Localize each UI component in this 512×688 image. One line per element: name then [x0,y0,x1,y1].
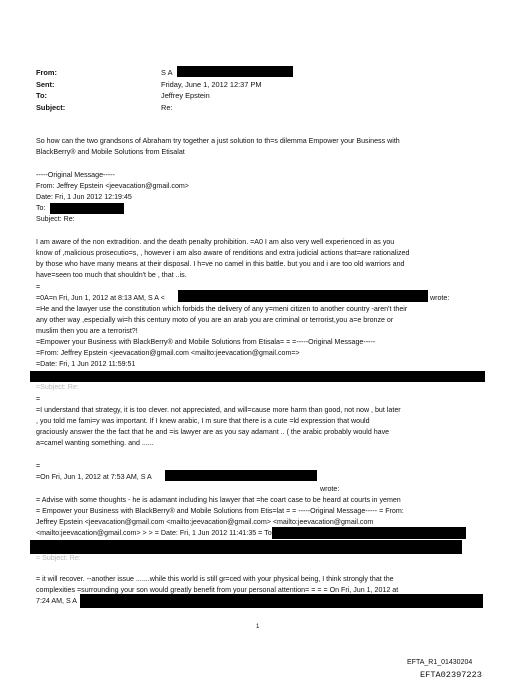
body-line: =0A=n Fri, Jun 1, 2012 at 8:13 AM, S A < [36,294,165,302]
body-line: any other way ,especially wi=h this century moto of you are an arab you are criminal or terrorist,you a=e bronze or [36,316,394,324]
subject-value: Re: [161,103,173,112]
sent-value: Friday, June 1, 2012 12:37 PM [161,80,262,89]
redaction-block [165,470,317,481]
sent-label: Sent: [36,80,55,89]
body-line: =From: Jeffrey Epstein <jeevacation@gmail.com <mailto:jeevacation@gmail.com=> [36,349,300,357]
body-line: complexities =surrounding your son would greatly benefit from your personal attention= = = = On Fri, Jun 1, 2012 at [36,586,399,594]
body-line: -----Original Message----- [36,171,115,179]
body-line: So how can the two grandsons of Abraham try together a just solution to th=s dilemma Empower your Business with [36,137,400,145]
body-line: =He and the lawyer use the constitution which forbids the delivery of any y=meni citizen to another country -aren't their [36,305,408,313]
body-line: =Subject: Re: [36,383,79,391]
bates-number-primary: EFTA_R1_01430204 [407,659,473,666]
redaction-block [177,66,293,77]
redaction-block [50,203,124,214]
from-label: From: [36,68,57,77]
body-line: BlackBerry® and Mobile Solutions from Etisalat [36,148,185,156]
body-line: , you told me fami=y was important. If I knew arabic, I m sure that there is a cute =ld expression that would [36,417,370,425]
body-line: =Empower your Business with BlackBerry® and Mobile Solutions from Etisala= = =-----Original Message----- [36,338,376,346]
body-line: know of ,malicious prosecutio=s, , however i am also aware of renditions and extra judicial actions that=are rationalized [36,249,410,257]
redaction-block [178,290,428,302]
body-line: <mailto:jeevacation@gmail.com> > > = Date: Fri, 1 Jun 2012 11:41:35 = To [36,529,272,537]
redaction-block [30,371,485,382]
subject-label: Subject: [36,103,66,112]
to-label: To: [36,91,47,100]
page-number: 1 [256,624,260,630]
body-line: =Date: Fri, 1 Jun 2012 11:59:51 [36,360,136,368]
body-line: 7:24 AM, S A [36,597,78,605]
redaction-block [272,527,466,539]
body-line: =I understand that strategy, it is too clever. not appreciated, and will=cause more harm than good, not now , but later [36,406,401,414]
body-line: From: Jeffrey Epstein <jeevacation@gmail.com> [36,182,189,190]
redaction-block [80,594,483,608]
body-line: have=seen too much that shouldn't be , that ..is. [36,271,187,279]
to-value: Jeffrey Epstein [161,91,210,100]
body-line: graciously answer the the fact that he and =is lawyer are as you say adamant .. ( the arabic probably would have [36,428,390,436]
body-line: muslim then you are a terrorist?! [36,327,138,335]
body-line: Subject: Re: [36,215,75,223]
body-line: = [36,395,41,403]
body-line: by those who have many means at their disposal. I h=ve no camel in this battle. but you and i are too old warriors and [36,260,405,268]
body-line: = Advise with some thoughts - he is adamant including his lawyer that =he coart case to be heard at courts in yemen [36,496,401,504]
body-line: =On Fri, Jun 1, 2012 at 7:53 AM, S A [36,473,152,481]
body-line: To: [36,204,46,212]
body-line: I am aware of the non extradition. and the death penalty prohibition. =A0 I am also very well experienced in as you [36,238,395,246]
body-line: = [36,283,41,291]
body-line: = Subject: Re: [36,554,81,562]
body-line: = [36,462,41,470]
body-line: wrote: [320,485,340,493]
redaction-block [30,540,462,554]
body-line: Date: Fri, 1 Jun 2012 12:19:45 [36,193,132,201]
from-value: S A [161,68,173,77]
bates-number-secondary: EFTA02397223 [420,670,482,680]
body-line: a=camel wanting something. and ...... [36,439,154,447]
body-line: = it will recover. --another issue .......while this world is still gr=ced with your physical being, I think strongly that the [36,575,394,583]
body-line: wrote: [430,294,450,302]
body-line: = Empower your Business with BlackBerry® and Mobile Solutions from Etis=lat = = -----Original Message----- = From: [36,507,404,515]
body-line: Jeffrey Epstein <jeevacation@gmail.com <mailto:jeevacation@gmail.com> <mailto:jeevacation@gmail.com [36,518,374,526]
